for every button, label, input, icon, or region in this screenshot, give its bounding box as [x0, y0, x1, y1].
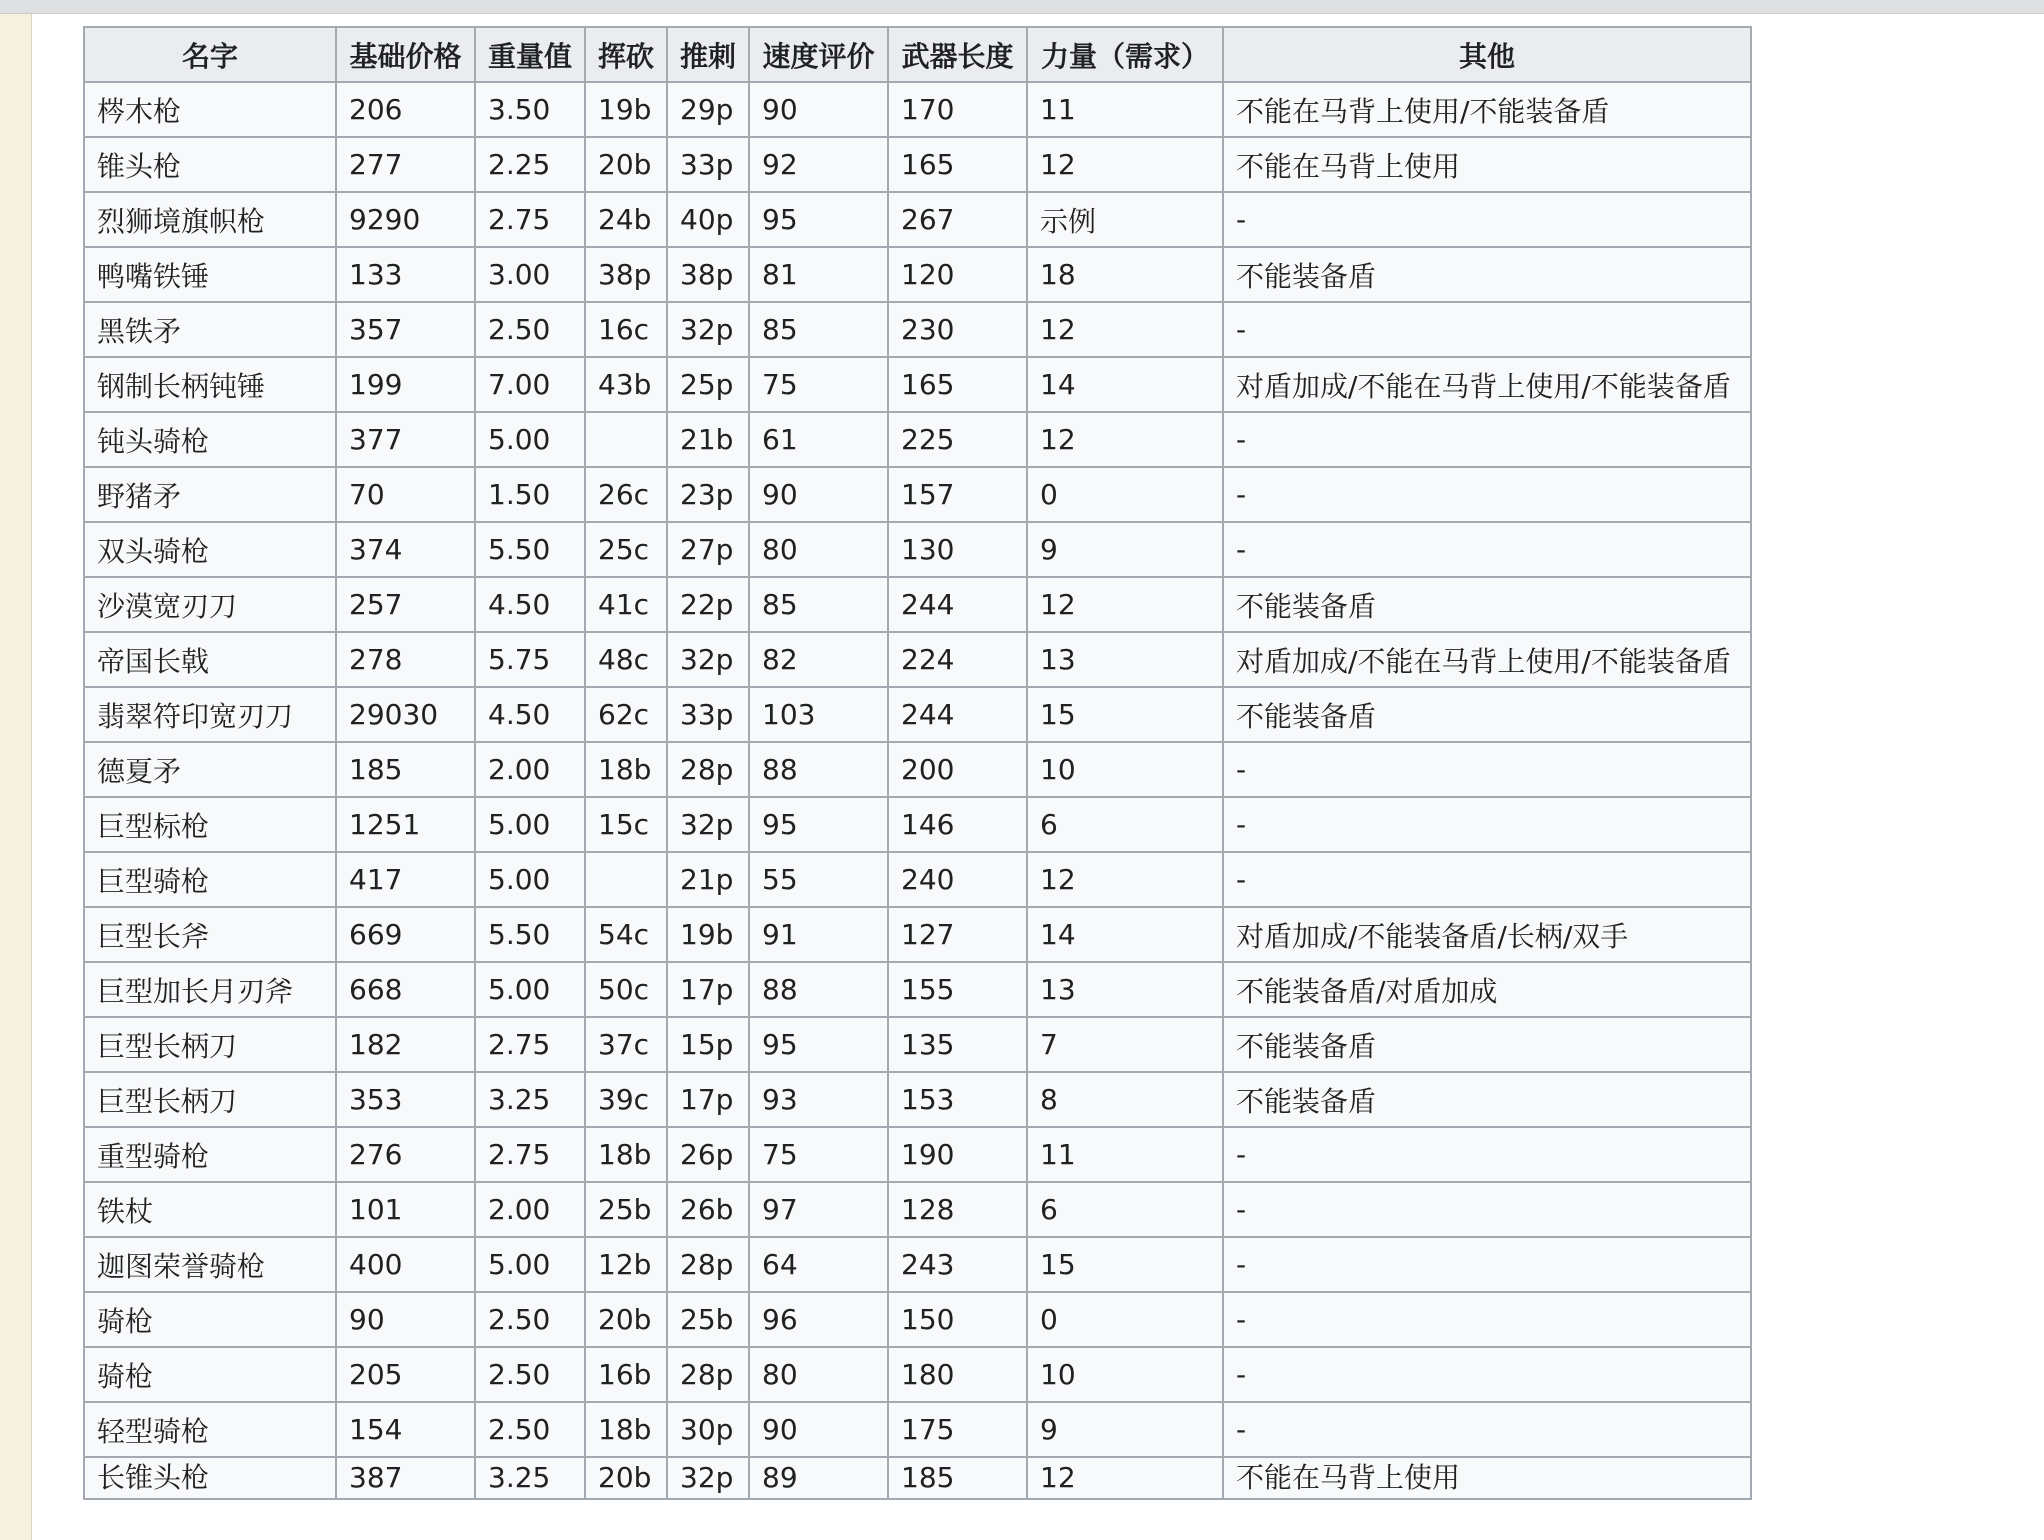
cell-thrust: 19b: [667, 907, 749, 962]
cell-strength: 10: [1027, 1347, 1223, 1402]
cell-other: 不能在马背上使用/不能装备盾: [1223, 82, 1751, 137]
cell-other: 不能装备盾: [1223, 247, 1751, 302]
cell-length: 153: [888, 1072, 1027, 1127]
cell-weight: 1.50: [475, 467, 585, 522]
cell-weight: 3.25: [475, 1072, 585, 1127]
cell-length: 165: [888, 137, 1027, 192]
table-row: [84, 522, 1751, 577]
header-row: [84, 27, 1751, 82]
cell-length: 243: [888, 1237, 1027, 1292]
cell-length: 267: [888, 192, 1027, 247]
cell-strength: 14: [1027, 907, 1223, 962]
cell-other: 不能在马背上使用: [1223, 137, 1751, 192]
cell-speed: 90: [749, 82, 888, 137]
cell-weight: 5.00: [475, 962, 585, 1017]
cell-speed: 85: [749, 577, 888, 632]
cell-other: 对盾加成/不能在马背上使用/不能装备盾: [1223, 632, 1751, 687]
cell-swing: 39c: [585, 1072, 667, 1127]
table-row: [84, 1402, 1751, 1457]
cell-base-price: 257: [336, 577, 475, 632]
cell-length: 120: [888, 247, 1027, 302]
cell-speed: 82: [749, 632, 888, 687]
cell-speed: 93: [749, 1072, 888, 1127]
cell-speed: 89: [749, 1457, 888, 1499]
cell-name: 野猪矛: [84, 467, 336, 522]
cell-length: 155: [888, 962, 1027, 1017]
table-row: [84, 1072, 1751, 1127]
cell-other: -: [1223, 1182, 1751, 1237]
header-other: 其他: [1223, 27, 1751, 82]
cell-other: -: [1223, 1347, 1751, 1402]
cell-name: 翡翠符印宽刃刀: [84, 687, 336, 742]
cell-swing: [585, 852, 667, 907]
cell-thrust: 32p: [667, 632, 749, 687]
cell-base-price: 277: [336, 137, 475, 192]
table-row: [84, 137, 1751, 192]
cell-thrust: 21p: [667, 852, 749, 907]
table-row: [84, 797, 1751, 852]
cell-weight: 2.50: [475, 1292, 585, 1347]
cell-swing: 38p: [585, 247, 667, 302]
cell-thrust: 26b: [667, 1182, 749, 1237]
cell-thrust: 28p: [667, 1237, 749, 1292]
cell-length: 230: [888, 302, 1027, 357]
header-swing: 挥砍: [585, 27, 667, 82]
cell-weight: 2.75: [475, 1017, 585, 1072]
browser-top-strip: [0, 0, 2044, 14]
cell-strength: 18: [1027, 247, 1223, 302]
table-row: [84, 1017, 1751, 1072]
cell-name: 重型骑枪: [84, 1127, 336, 1182]
cell-thrust: 30p: [667, 1402, 749, 1457]
cell-other: 对盾加成/不能在马背上使用/不能装备盾: [1223, 357, 1751, 412]
cell-base-price: 276: [336, 1127, 475, 1182]
cell-other: 不能装备盾: [1223, 577, 1751, 632]
cell-thrust: 21b: [667, 412, 749, 467]
header-base-price: 基础价格: [336, 27, 475, 82]
cell-other: -: [1223, 1402, 1751, 1457]
table-row: [84, 962, 1751, 1017]
cell-thrust: 38p: [667, 247, 749, 302]
cell-length: 170: [888, 82, 1027, 137]
cell-length: 225: [888, 412, 1027, 467]
cell-weight: 5.00: [475, 797, 585, 852]
table-row: [84, 687, 1751, 742]
cell-length: 157: [888, 467, 1027, 522]
cell-speed: 61: [749, 412, 888, 467]
cell-length: 200: [888, 742, 1027, 797]
cell-speed: 81: [749, 247, 888, 302]
cell-base-price: 154: [336, 1402, 475, 1457]
cell-swing: 15c: [585, 797, 667, 852]
table-row: [84, 1127, 1751, 1182]
cell-weight: 2.00: [475, 1182, 585, 1237]
cell-thrust: 25b: [667, 1292, 749, 1347]
cell-base-price: 417: [336, 852, 475, 907]
cell-swing: 20b: [585, 1292, 667, 1347]
cell-swing: 18b: [585, 1127, 667, 1182]
cell-other: 不能在马背上使用: [1223, 1457, 1751, 1499]
cell-swing: 26c: [585, 467, 667, 522]
cell-base-price: 199: [336, 357, 475, 412]
cell-name: 巨型骑枪: [84, 852, 336, 907]
cell-thrust: 40p: [667, 192, 749, 247]
cell-strength: 0: [1027, 467, 1223, 522]
table-row: [84, 742, 1751, 797]
header-length: 武器长度: [888, 27, 1027, 82]
cell-name: 骑枪: [84, 1347, 336, 1402]
cell-length: 146: [888, 797, 1027, 852]
cell-strength: 6: [1027, 797, 1223, 852]
cell-base-price: 357: [336, 302, 475, 357]
cell-base-price: 669: [336, 907, 475, 962]
cell-swing: [585, 412, 667, 467]
cell-base-price: 377: [336, 412, 475, 467]
cell-name: 巨型加长月刃斧: [84, 962, 336, 1017]
cell-name: 钢制长柄钝锤: [84, 357, 336, 412]
cell-weight: 2.25: [475, 137, 585, 192]
cell-strength: 12: [1027, 302, 1223, 357]
table-header: [84, 27, 1751, 82]
cell-length: 190: [888, 1127, 1027, 1182]
cell-thrust: 28p: [667, 742, 749, 797]
cell-swing: 25b: [585, 1182, 667, 1237]
weapon-stats-table: [83, 26, 1752, 1500]
cell-strength: 0: [1027, 1292, 1223, 1347]
cell-base-price: 9290: [336, 192, 475, 247]
cell-name: 迦图荣誉骑枪: [84, 1237, 336, 1292]
cell-name: 德夏矛: [84, 742, 336, 797]
cell-base-price: 278: [336, 632, 475, 687]
table-row: [84, 907, 1751, 962]
cell-name: 钝头骑枪: [84, 412, 336, 467]
cell-length: 175: [888, 1402, 1027, 1457]
cell-thrust: 32p: [667, 797, 749, 852]
cell-strength: 9: [1027, 1402, 1223, 1457]
cell-length: 240: [888, 852, 1027, 907]
cell-thrust: 15p: [667, 1017, 749, 1072]
cell-swing: 20b: [585, 137, 667, 192]
cell-name: 轻型骑枪: [84, 1402, 336, 1457]
cell-strength: 12: [1027, 577, 1223, 632]
cell-speed: 75: [749, 1127, 888, 1182]
cell-thrust: 32p: [667, 1457, 749, 1499]
cell-thrust: 32p: [667, 302, 749, 357]
cell-speed: 80: [749, 522, 888, 577]
cell-speed: 95: [749, 797, 888, 852]
cell-weight: 5.75: [475, 632, 585, 687]
table-row: [84, 247, 1751, 302]
cell-swing: 19b: [585, 82, 667, 137]
cell-name: 巨型长柄刀: [84, 1072, 336, 1127]
cell-base-price: 133: [336, 247, 475, 302]
cell-speed: 96: [749, 1292, 888, 1347]
cell-base-price: 101: [336, 1182, 475, 1237]
cell-swing: 18b: [585, 742, 667, 797]
cell-name: 巨型标枪: [84, 797, 336, 852]
cell-weight: 2.50: [475, 1402, 585, 1457]
table-row: [84, 1237, 1751, 1292]
cell-weight: 2.75: [475, 1127, 585, 1182]
cell-base-price: 668: [336, 962, 475, 1017]
cell-speed: 90: [749, 1402, 888, 1457]
cell-other: -: [1223, 797, 1751, 852]
cell-speed: 75: [749, 357, 888, 412]
cell-strength: 15: [1027, 687, 1223, 742]
cell-speed: 97: [749, 1182, 888, 1237]
cell-base-price: 387: [336, 1457, 475, 1499]
cell-weight: 2.50: [475, 1347, 585, 1402]
table-row: [84, 1292, 1751, 1347]
cell-strength: 11: [1027, 1127, 1223, 1182]
table-row: [84, 412, 1751, 467]
cell-swing: 54c: [585, 907, 667, 962]
cell-weight: 3.25: [475, 1457, 585, 1499]
cell-strength: 12: [1027, 412, 1223, 467]
table-row: [84, 192, 1751, 247]
cell-speed: 85: [749, 302, 888, 357]
cell-base-price: 70: [336, 467, 475, 522]
cell-weight: 5.00: [475, 852, 585, 907]
table-row: [84, 1457, 1751, 1499]
cell-other: -: [1223, 1237, 1751, 1292]
cell-swing: 25c: [585, 522, 667, 577]
cell-weight: 2.75: [475, 192, 585, 247]
cell-length: 244: [888, 577, 1027, 632]
header-strength: 力量（需求）: [1027, 27, 1223, 82]
cell-length: 165: [888, 357, 1027, 412]
cell-swing: 37c: [585, 1017, 667, 1072]
cell-strength: 示例: [1027, 192, 1223, 247]
cell-other: -: [1223, 302, 1751, 357]
cell-base-price: 205: [336, 1347, 475, 1402]
cell-swing: 43b: [585, 357, 667, 412]
cell-strength: 13: [1027, 632, 1223, 687]
cell-base-price: 206: [336, 82, 475, 137]
cell-weight: 5.50: [475, 907, 585, 962]
cell-swing: 12b: [585, 1237, 667, 1292]
cell-length: 127: [888, 907, 1027, 962]
cell-thrust: 17p: [667, 962, 749, 1017]
cell-other: -: [1223, 742, 1751, 797]
table-row: [84, 82, 1751, 137]
cell-weight: 4.50: [475, 577, 585, 632]
cell-weight: 7.00: [475, 357, 585, 412]
cell-weight: 3.00: [475, 247, 585, 302]
cell-thrust: 25p: [667, 357, 749, 412]
cell-thrust: 33p: [667, 687, 749, 742]
cell-length: 224: [888, 632, 1027, 687]
cell-weight: 5.00: [475, 412, 585, 467]
cell-name: 黑铁矛: [84, 302, 336, 357]
cell-other: 不能装备盾: [1223, 687, 1751, 742]
header-name: 名字: [84, 27, 336, 82]
cell-length: 180: [888, 1347, 1027, 1402]
cell-weight: 5.50: [475, 522, 585, 577]
header-speed: 速度评价: [749, 27, 888, 82]
cell-speed: 64: [749, 1237, 888, 1292]
cell-other: -: [1223, 192, 1751, 247]
cell-length: 244: [888, 687, 1027, 742]
cell-name: 沙漠宽刃刀: [84, 577, 336, 632]
cell-swing: 62c: [585, 687, 667, 742]
cell-strength: 12: [1027, 852, 1223, 907]
cell-swing: 16b: [585, 1347, 667, 1402]
cell-thrust: 29p: [667, 82, 749, 137]
cell-base-price: 374: [336, 522, 475, 577]
cell-strength: 6: [1027, 1182, 1223, 1237]
cell-name: 帝国长戟: [84, 632, 336, 687]
cell-strength: 14: [1027, 357, 1223, 412]
cell-strength: 8: [1027, 1072, 1223, 1127]
cell-speed: 103: [749, 687, 888, 742]
cell-speed: 95: [749, 192, 888, 247]
cell-thrust: 22p: [667, 577, 749, 632]
cell-base-price: 1251: [336, 797, 475, 852]
cell-other: -: [1223, 522, 1751, 577]
cell-weight: 2.50: [475, 302, 585, 357]
cell-name: 长锥头枪: [84, 1457, 336, 1499]
table-body: [84, 82, 1751, 1499]
cell-name: 巨型长斧: [84, 907, 336, 962]
cell-speed: 91: [749, 907, 888, 962]
cell-speed: 95: [749, 1017, 888, 1072]
cell-other: -: [1223, 852, 1751, 907]
cell-name: 双头骑枪: [84, 522, 336, 577]
cell-length: 128: [888, 1182, 1027, 1237]
cell-speed: 80: [749, 1347, 888, 1402]
table-row: [84, 852, 1751, 907]
cell-name: 鸭嘴铁锤: [84, 247, 336, 302]
cell-swing: 48c: [585, 632, 667, 687]
cell-thrust: 33p: [667, 137, 749, 192]
cell-strength: 7: [1027, 1017, 1223, 1072]
cell-speed: 88: [749, 742, 888, 797]
table-row: [84, 1182, 1751, 1237]
cell-other: 不能装备盾: [1223, 1017, 1751, 1072]
cell-speed: 88: [749, 962, 888, 1017]
cell-base-price: 400: [336, 1237, 475, 1292]
cell-name: 骑枪: [84, 1292, 336, 1347]
cell-swing: 16c: [585, 302, 667, 357]
cell-base-price: 90: [336, 1292, 475, 1347]
cell-base-price: 182: [336, 1017, 475, 1072]
cell-other: 不能装备盾/对盾加成: [1223, 962, 1751, 1017]
cell-other: 不能装备盾: [1223, 1072, 1751, 1127]
cell-other: 对盾加成/不能装备盾/长柄/双手: [1223, 907, 1751, 962]
cell-base-price: 353: [336, 1072, 475, 1127]
cell-thrust: 23p: [667, 467, 749, 522]
cell-weight: 4.50: [475, 687, 585, 742]
table-row: [84, 632, 1751, 687]
table-row: [84, 357, 1751, 412]
cell-weight: 2.00: [475, 742, 585, 797]
page-content: [32, 14, 2044, 1540]
cell-strength: 15: [1027, 1237, 1223, 1292]
cell-name: 锥头枪: [84, 137, 336, 192]
cell-name: 烈狮境旗帜枪: [84, 192, 336, 247]
header-thrust: 推刺: [667, 27, 749, 82]
cell-length: 130: [888, 522, 1027, 577]
cell-swing: 50c: [585, 962, 667, 1017]
cell-speed: 92: [749, 137, 888, 192]
cell-weight: 5.00: [475, 1237, 585, 1292]
cell-swing: 41c: [585, 577, 667, 632]
cell-swing: 20b: [585, 1457, 667, 1499]
table-row: [84, 467, 1751, 522]
table-row: [84, 577, 1751, 632]
cell-thrust: 17p: [667, 1072, 749, 1127]
cell-thrust: 26p: [667, 1127, 749, 1182]
cell-name: 铁杖: [84, 1182, 336, 1237]
cell-other: -: [1223, 412, 1751, 467]
cell-swing: 18b: [585, 1402, 667, 1457]
header-weight: 重量值: [475, 27, 585, 82]
cell-strength: 12: [1027, 137, 1223, 192]
cell-length: 135: [888, 1017, 1027, 1072]
cell-speed: 55: [749, 852, 888, 907]
cell-name: 梣木枪: [84, 82, 336, 137]
cell-base-price: 29030: [336, 687, 475, 742]
cell-weight: 3.50: [475, 82, 585, 137]
cell-strength: 10: [1027, 742, 1223, 797]
cell-length: 185: [888, 1457, 1027, 1499]
cell-speed: 90: [749, 467, 888, 522]
cell-strength: 13: [1027, 962, 1223, 1017]
cell-thrust: 27p: [667, 522, 749, 577]
table-row: [84, 1347, 1751, 1402]
cell-thrust: 28p: [667, 1347, 749, 1402]
cell-base-price: 185: [336, 742, 475, 797]
cell-strength: 11: [1027, 82, 1223, 137]
cell-swing: 24b: [585, 192, 667, 247]
cell-strength: 9: [1027, 522, 1223, 577]
cell-strength: 12: [1027, 1457, 1223, 1499]
cell-name: 巨型长柄刀: [84, 1017, 336, 1072]
table-row: [84, 302, 1751, 357]
left-sidebar-rail: [0, 14, 32, 1540]
cell-other: -: [1223, 1127, 1751, 1182]
cell-other: -: [1223, 467, 1751, 522]
cell-other: -: [1223, 1292, 1751, 1347]
cell-length: 150: [888, 1292, 1027, 1347]
